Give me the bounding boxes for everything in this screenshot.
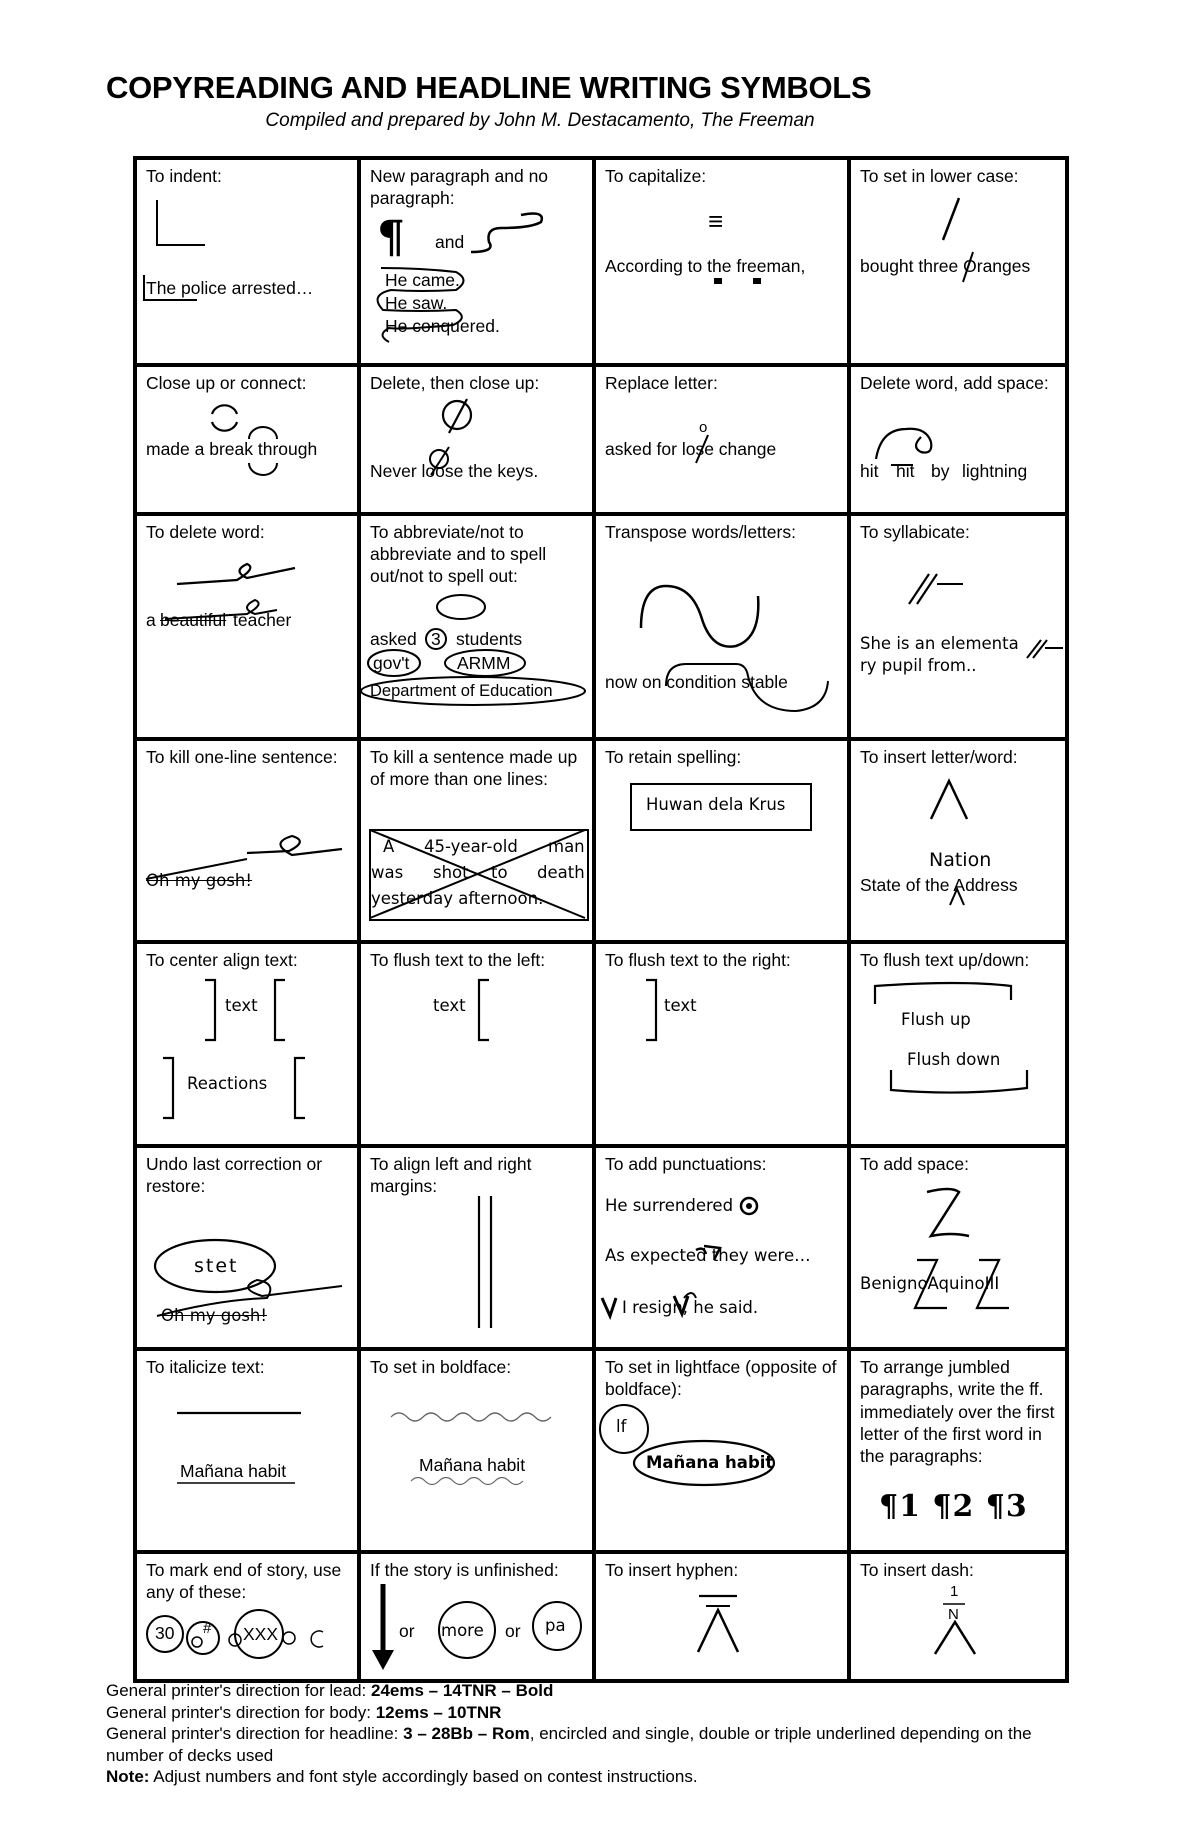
cell-flush-left (359, 942, 594, 1146)
cell-label: To set in lower case: (860, 166, 1019, 186)
example-text: text (664, 996, 697, 1015)
cell-retain (594, 739, 849, 942)
cell-label: To kill one-line sentence: (146, 747, 338, 767)
underline-icon (137, 1351, 361, 1550)
cell-label: To flush text to the right: (605, 950, 791, 970)
cell-label: To delete word: (146, 522, 265, 542)
word-teacher: teacher (233, 610, 292, 630)
cell-kill-line (135, 739, 359, 942)
double-bar-icon (361, 1148, 596, 1347)
cell-add-space (849, 1146, 1067, 1349)
cell-label: To arrange jumbled paragraphs, write the ff. immediately over the first letter of the first word in the paragraphs: (860, 1357, 1055, 1467)
center-brackets (137, 944, 361, 1144)
word-beautiful: beautiful (160, 610, 227, 630)
example-text: text (433, 996, 466, 1015)
cell-capitalize (594, 158, 849, 365)
cell-flush-right (594, 942, 849, 1146)
cell-delete-close (359, 365, 594, 514)
cell-label: To syllabicate: (860, 522, 970, 542)
cell-undo (135, 1146, 359, 1349)
end-mark-30: 30 (155, 1623, 175, 1643)
kill-word: shot (433, 863, 469, 882)
cell-punctuation (594, 1146, 849, 1349)
example-text: Never loose the keys. (370, 461, 539, 481)
example-text: made a break through (146, 439, 318, 459)
word-hit-deleted: hit (896, 461, 915, 481)
kill-line-3: yesterday afternoon. (371, 889, 544, 908)
cell-label: To set in lightface (opposite of boldface): (605, 1357, 837, 1399)
capitalize-marks (596, 160, 851, 363)
word-govt: gov't (373, 653, 410, 673)
example-text: Mañana habit (419, 1455, 526, 1475)
flush-updown-brackets (851, 944, 1069, 1144)
cell-abbreviate (359, 514, 594, 739)
para-line-3: He conquered. (385, 316, 500, 336)
footer-lead: General printer's direction for lead: 24ems – 14TNR – Bold (106, 1681, 554, 1700)
para-line-1: He came. (385, 270, 460, 290)
triple-underline-icon: ≡ (708, 206, 724, 236)
word-lightning: lightning (962, 461, 1028, 481)
footer-note: Note: Adjust numbers and font style accordingly based on contest instructions. (106, 1767, 698, 1786)
cell-label: To insert hyphen: (605, 1560, 739, 1580)
abbreviate-symbol (361, 516, 596, 737)
paragraph-numbers: ¶1 ¶2 ¶3 (879, 1489, 1028, 1524)
word-asked: asked (370, 629, 417, 649)
example-text: Oh my gosh! (146, 871, 253, 890)
cell-label: If the story is unfinished: (370, 1560, 559, 1580)
cell-jumbled (849, 1349, 1067, 1552)
wavy-underline-icon (361, 1351, 596, 1550)
cell-label: To add space: (860, 1154, 969, 1174)
example-text: Huwan dela Krus (646, 795, 786, 814)
lightface-circles (596, 1351, 851, 1550)
center-text-2: Reactions (187, 1074, 268, 1093)
example-text: asked for lose change (605, 439, 777, 459)
cell-label: New paragraph and no paragraph: (370, 166, 549, 208)
cell-delete-word-space (849, 365, 1067, 514)
syllable-line-2: ry pupil from.. (860, 656, 977, 675)
cell-end-story (135, 1552, 359, 1681)
kill-word: man (548, 837, 585, 856)
pa-text: pa (545, 1616, 566, 1635)
left-bracket-icon (361, 944, 596, 1144)
cell-label: To capitalize: (605, 166, 707, 186)
lf-text: lf (616, 1417, 627, 1436)
and-text: and (435, 232, 465, 252)
punct-example-1: He surrendered (605, 1196, 734, 1215)
cell-transpose (594, 514, 849, 739)
page-title: COPYREADING AND HEADLINE WRITING SYMBOLS (106, 70, 872, 105)
end-marks (137, 1554, 361, 1679)
or-text-1: or (399, 1621, 415, 1641)
example-text: bought three Oranges (860, 256, 1031, 276)
cell-lightface (594, 1349, 849, 1552)
cell-insert-word (849, 739, 1067, 942)
more-text: more (441, 1621, 484, 1640)
cell-hyphen (594, 1552, 849, 1681)
word-deped: Department of Education (370, 682, 553, 700)
cell-label: To mark end of story, use any of these: (146, 1560, 342, 1602)
kill-word: was (371, 863, 404, 882)
kill-word: to (491, 863, 508, 882)
word-students: students (456, 629, 523, 649)
delete-space-symbol (851, 367, 1069, 512)
indent-symbol (137, 160, 361, 363)
example-text: Mañana habit (646, 1453, 774, 1472)
dash-numerator: 1 (950, 1583, 959, 1600)
or-text-2: or (505, 1621, 521, 1641)
kill-word: A (383, 837, 395, 856)
footer-headline: General printer's direction for headline: 3 – 28Bb – Rom, encircled and single, double or triple underlined depending on the number of decks used (106, 1724, 1032, 1765)
cell-new-paragraph (359, 158, 594, 365)
cell-label: To flush text to the left: (370, 950, 546, 970)
cell-italicize (135, 1349, 359, 1552)
cell-label: To abbreviate/not to abbreviate and to spell out/not to spell out: (370, 522, 547, 586)
cell-label: Undo last correction or restore: (146, 1154, 323, 1196)
kill-word: 45-year-old (424, 837, 518, 856)
example-text: Mañana habit (180, 1461, 287, 1481)
cell-align-margins (359, 1146, 594, 1349)
end-mark-xxx: XXX (243, 1624, 279, 1644)
cell-center (135, 942, 359, 1146)
pilcrow-icon: ¶ (377, 212, 405, 263)
page-subtitle: Compiled and prepared by John M. Destacamento, The Freeman (265, 110, 815, 131)
cell-label: Replace letter: (605, 373, 718, 393)
insert-word: Nation (929, 849, 992, 871)
example-text: BenignoAquinoIII (860, 1274, 1000, 1293)
center-text-1: text (225, 996, 258, 1015)
cell-label: To insert letter/word: (860, 747, 1018, 767)
punctuation-marks (596, 1148, 851, 1347)
space-marks (851, 1148, 1069, 1347)
cell-boldface (359, 1349, 594, 1552)
hyphen-symbol (596, 1554, 851, 1679)
cell-label: To align left and right margins: (370, 1154, 532, 1196)
cell-kill-sentence (359, 739, 594, 942)
example-text: According to the freeman, (605, 256, 806, 276)
right-bracket-icon (596, 944, 851, 1144)
cell-label: To insert dash: (860, 1560, 974, 1580)
syllable-line-1: She is an elementa (860, 634, 1019, 653)
cell-label: To kill a sentence made up of more than one lines: (370, 747, 578, 789)
example-text: The police arrested… (146, 278, 314, 298)
cell-lower-case (849, 158, 1067, 365)
dash-symbol (851, 1554, 1069, 1679)
flush-up-text: Flush up (901, 1010, 971, 1029)
word-a: a (146, 610, 156, 630)
cell-dash (849, 1552, 1067, 1681)
footer-body: General printer's direction for body: 12ems – 10TNR (106, 1702, 502, 1722)
example-text: Oh my gosh! (161, 1306, 268, 1325)
cell-replace-letter (594, 365, 849, 514)
cell-close-up (135, 365, 359, 514)
punct-example-3: I resign, he said. (622, 1298, 759, 1317)
insert-letter: o (699, 419, 708, 436)
cell-label: Close up or connect: (146, 373, 307, 393)
cell-label: To set in boldface: (370, 1357, 512, 1377)
footer-notes (106, 1680, 1086, 1788)
example-text: State of the Address (860, 875, 1018, 895)
cell-label: To add punctuations: (605, 1154, 767, 1174)
end-mark-hash: # (203, 1620, 212, 1637)
cell-unfinished (359, 1552, 594, 1681)
cell-label: Delete word, add space: (860, 373, 1049, 393)
delete-close-symbol (361, 367, 596, 512)
syllabicate-symbol (851, 516, 1069, 737)
example-text: now on condition stable (605, 672, 788, 692)
kill-word: death (537, 863, 585, 882)
para-line-2: He saw. (385, 293, 448, 313)
cell-delete-word (135, 514, 359, 739)
cell-label: To flush text up/down: (860, 950, 1030, 970)
cell-label: To retain spelling: (605, 747, 742, 767)
cell-indent (135, 158, 359, 365)
cell-syllabicate (849, 514, 1067, 739)
cell-label: To center align text: (146, 950, 298, 970)
word-hit: hit (860, 461, 879, 481)
cell-label: To indent: (146, 166, 222, 186)
cell-flush-updown (849, 942, 1067, 1146)
cell-label: Delete, then close up: (370, 373, 540, 393)
kill-line-symbol (137, 741, 361, 940)
symbols-table (133, 156, 1069, 1683)
cell-label: To italicize text: (146, 1357, 265, 1377)
word-armm: ARMM (457, 653, 511, 673)
cell-label: Transpose words/letters: (605, 522, 796, 542)
stet-text: stet (194, 1255, 239, 1277)
number-three: 3 (431, 629, 441, 649)
transpose-symbol (596, 516, 851, 737)
punct-example-2: As expected they were… (605, 1246, 811, 1265)
word-by: by (931, 461, 950, 481)
caret-icon (851, 741, 1069, 940)
dash-denominator: N (948, 1606, 959, 1623)
flush-down-text: Flush down (907, 1050, 1001, 1069)
